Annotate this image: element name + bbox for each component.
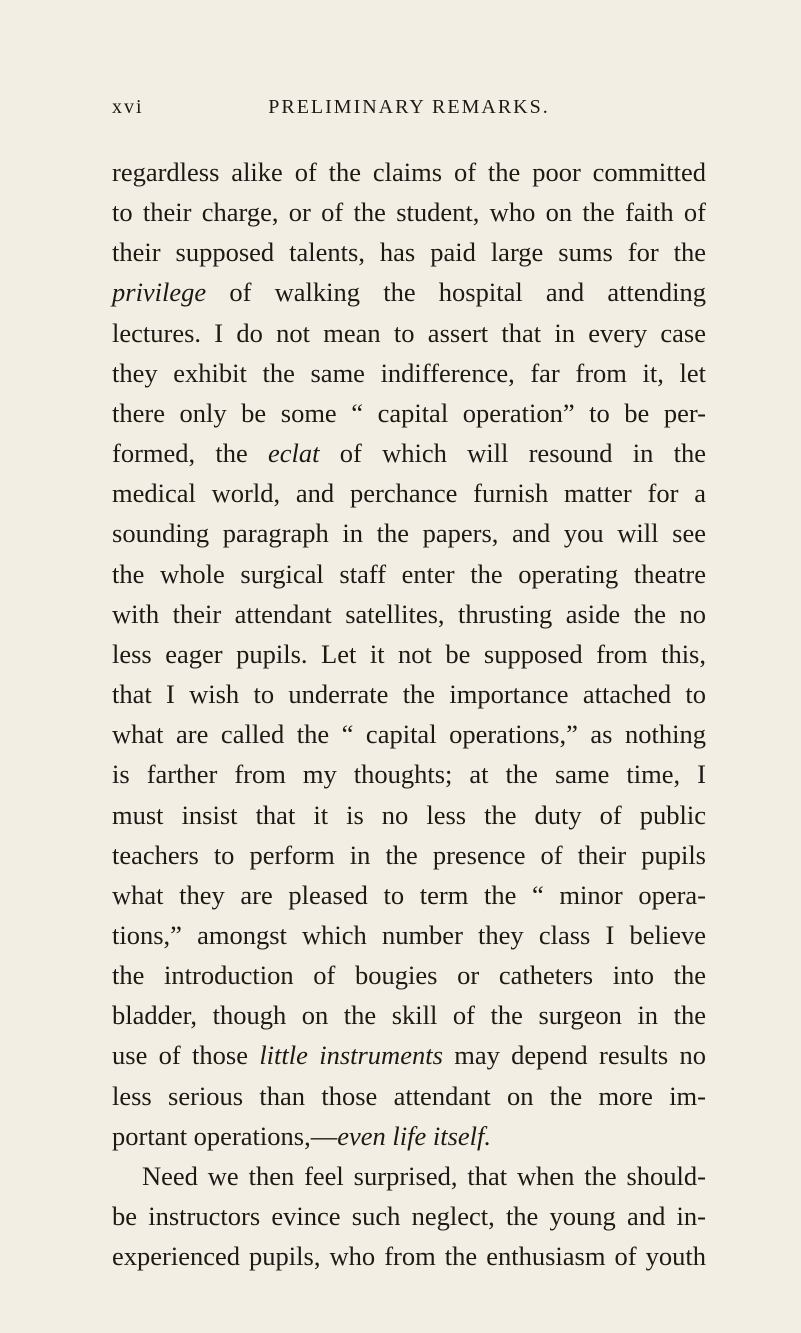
text-run: of walking the hospital and attending [206, 277, 706, 308]
text-run: sounding paragraph in the papers, and you will see [112, 518, 706, 549]
text-line-8 [112, 433, 706, 473]
text-line-24 [112, 1076, 706, 1116]
text-line-2 [112, 192, 706, 232]
text-line-22 [112, 995, 706, 1035]
text-run: their supposed talents, has paid large sums for the [112, 237, 706, 268]
text-line-5 [112, 313, 706, 353]
running-title: PRELIMINARY REMARKS. [268, 96, 550, 118]
text-run: experienced pupils, who from the enthusiasm of youth [112, 1241, 706, 1272]
text-run: less serious than those attendant on the more im- [112, 1080, 706, 1111]
running-head [112, 92, 706, 122]
text-line-15 [112, 714, 706, 754]
body-text [112, 152, 706, 1276]
text-run: teachers to perform in the presence of their pupils [112, 839, 706, 870]
text-line-4 [112, 272, 706, 312]
text-run: to their charge, or of the student, who on the faith of [112, 197, 706, 228]
text-line-26 [112, 1156, 706, 1196]
text-run: that I wish to underrate the importance attached to [112, 679, 706, 710]
text-run: they exhibit the same indifference, far from it, let [112, 357, 706, 388]
text-line-1 [112, 152, 706, 192]
text-line-20 [112, 915, 706, 955]
text-line-6 [112, 353, 706, 393]
text-line-10 [112, 513, 706, 553]
text-run: Need we then feel surprised, that when the should- [142, 1160, 706, 1191]
text-run: use of those [112, 1040, 260, 1071]
text-run: the whole surgical staff enter the operating theatre [112, 558, 706, 589]
text-line-21 [112, 955, 706, 995]
text-line-3 [112, 232, 706, 272]
italic-phrase-little-instruments: little instruments [259, 1040, 443, 1071]
text-run: there only be some “ capital operation” to be per- [112, 397, 706, 428]
italic-word-eclat: eclat [268, 438, 320, 469]
text-line-23 [112, 1035, 706, 1075]
text-line-16 [112, 754, 706, 794]
text-line-13 [112, 634, 706, 674]
text-line-14 [112, 674, 706, 714]
text-run: formed, the [112, 438, 269, 469]
text-run: must insist that it is no less the duty of public [112, 799, 706, 830]
text-run: what they are pleased to term the “ minor opera- [112, 879, 706, 910]
italic-word-privilege: privilege [112, 277, 207, 308]
text-run: what are called the “ capital operations,” as nothing [112, 719, 706, 750]
text-run: medical world, and perchance furnish matter for a [112, 478, 706, 509]
text-run: is farther from my thoughts; at the same time, I [112, 759, 706, 790]
text-line-7 [112, 393, 706, 433]
text-line-27 [112, 1196, 706, 1236]
text-run: less eager pupils. Let it not be supposed from this, [112, 638, 706, 669]
text-line-19 [112, 875, 706, 915]
text-run: tions,” amongst which number they class I believe [112, 919, 706, 950]
text-line-9 [112, 473, 706, 513]
text-line-18 [112, 835, 706, 875]
text-line-25 [112, 1116, 706, 1156]
text-run: lectures. I do not mean to assert that in every case [112, 317, 706, 348]
text-line-12 [112, 594, 706, 634]
text-run: bladder, though on the skill of the surgeon in the [112, 1000, 706, 1031]
page-number: xvi [112, 96, 144, 118]
italic-phrase-even-life-itself: even life itself. [337, 1120, 491, 1151]
text-line-11 [112, 554, 706, 594]
text-run: regardless alike of the claims of the poor committed [112, 157, 706, 187]
text-run: portant operations,— [112, 1120, 338, 1151]
text-run: the introduction of bougies or catheters into the [112, 960, 706, 991]
text-line-17 [112, 795, 706, 835]
text-line-28 [112, 1236, 706, 1276]
text-run: of which will resound in the [319, 438, 706, 469]
text-run: be instructors evince such neglect, the young and in- [112, 1201, 706, 1232]
text-run: may depend results no [442, 1040, 707, 1071]
text-run: with their attendant satellites, thrusting aside the no [112, 598, 706, 629]
